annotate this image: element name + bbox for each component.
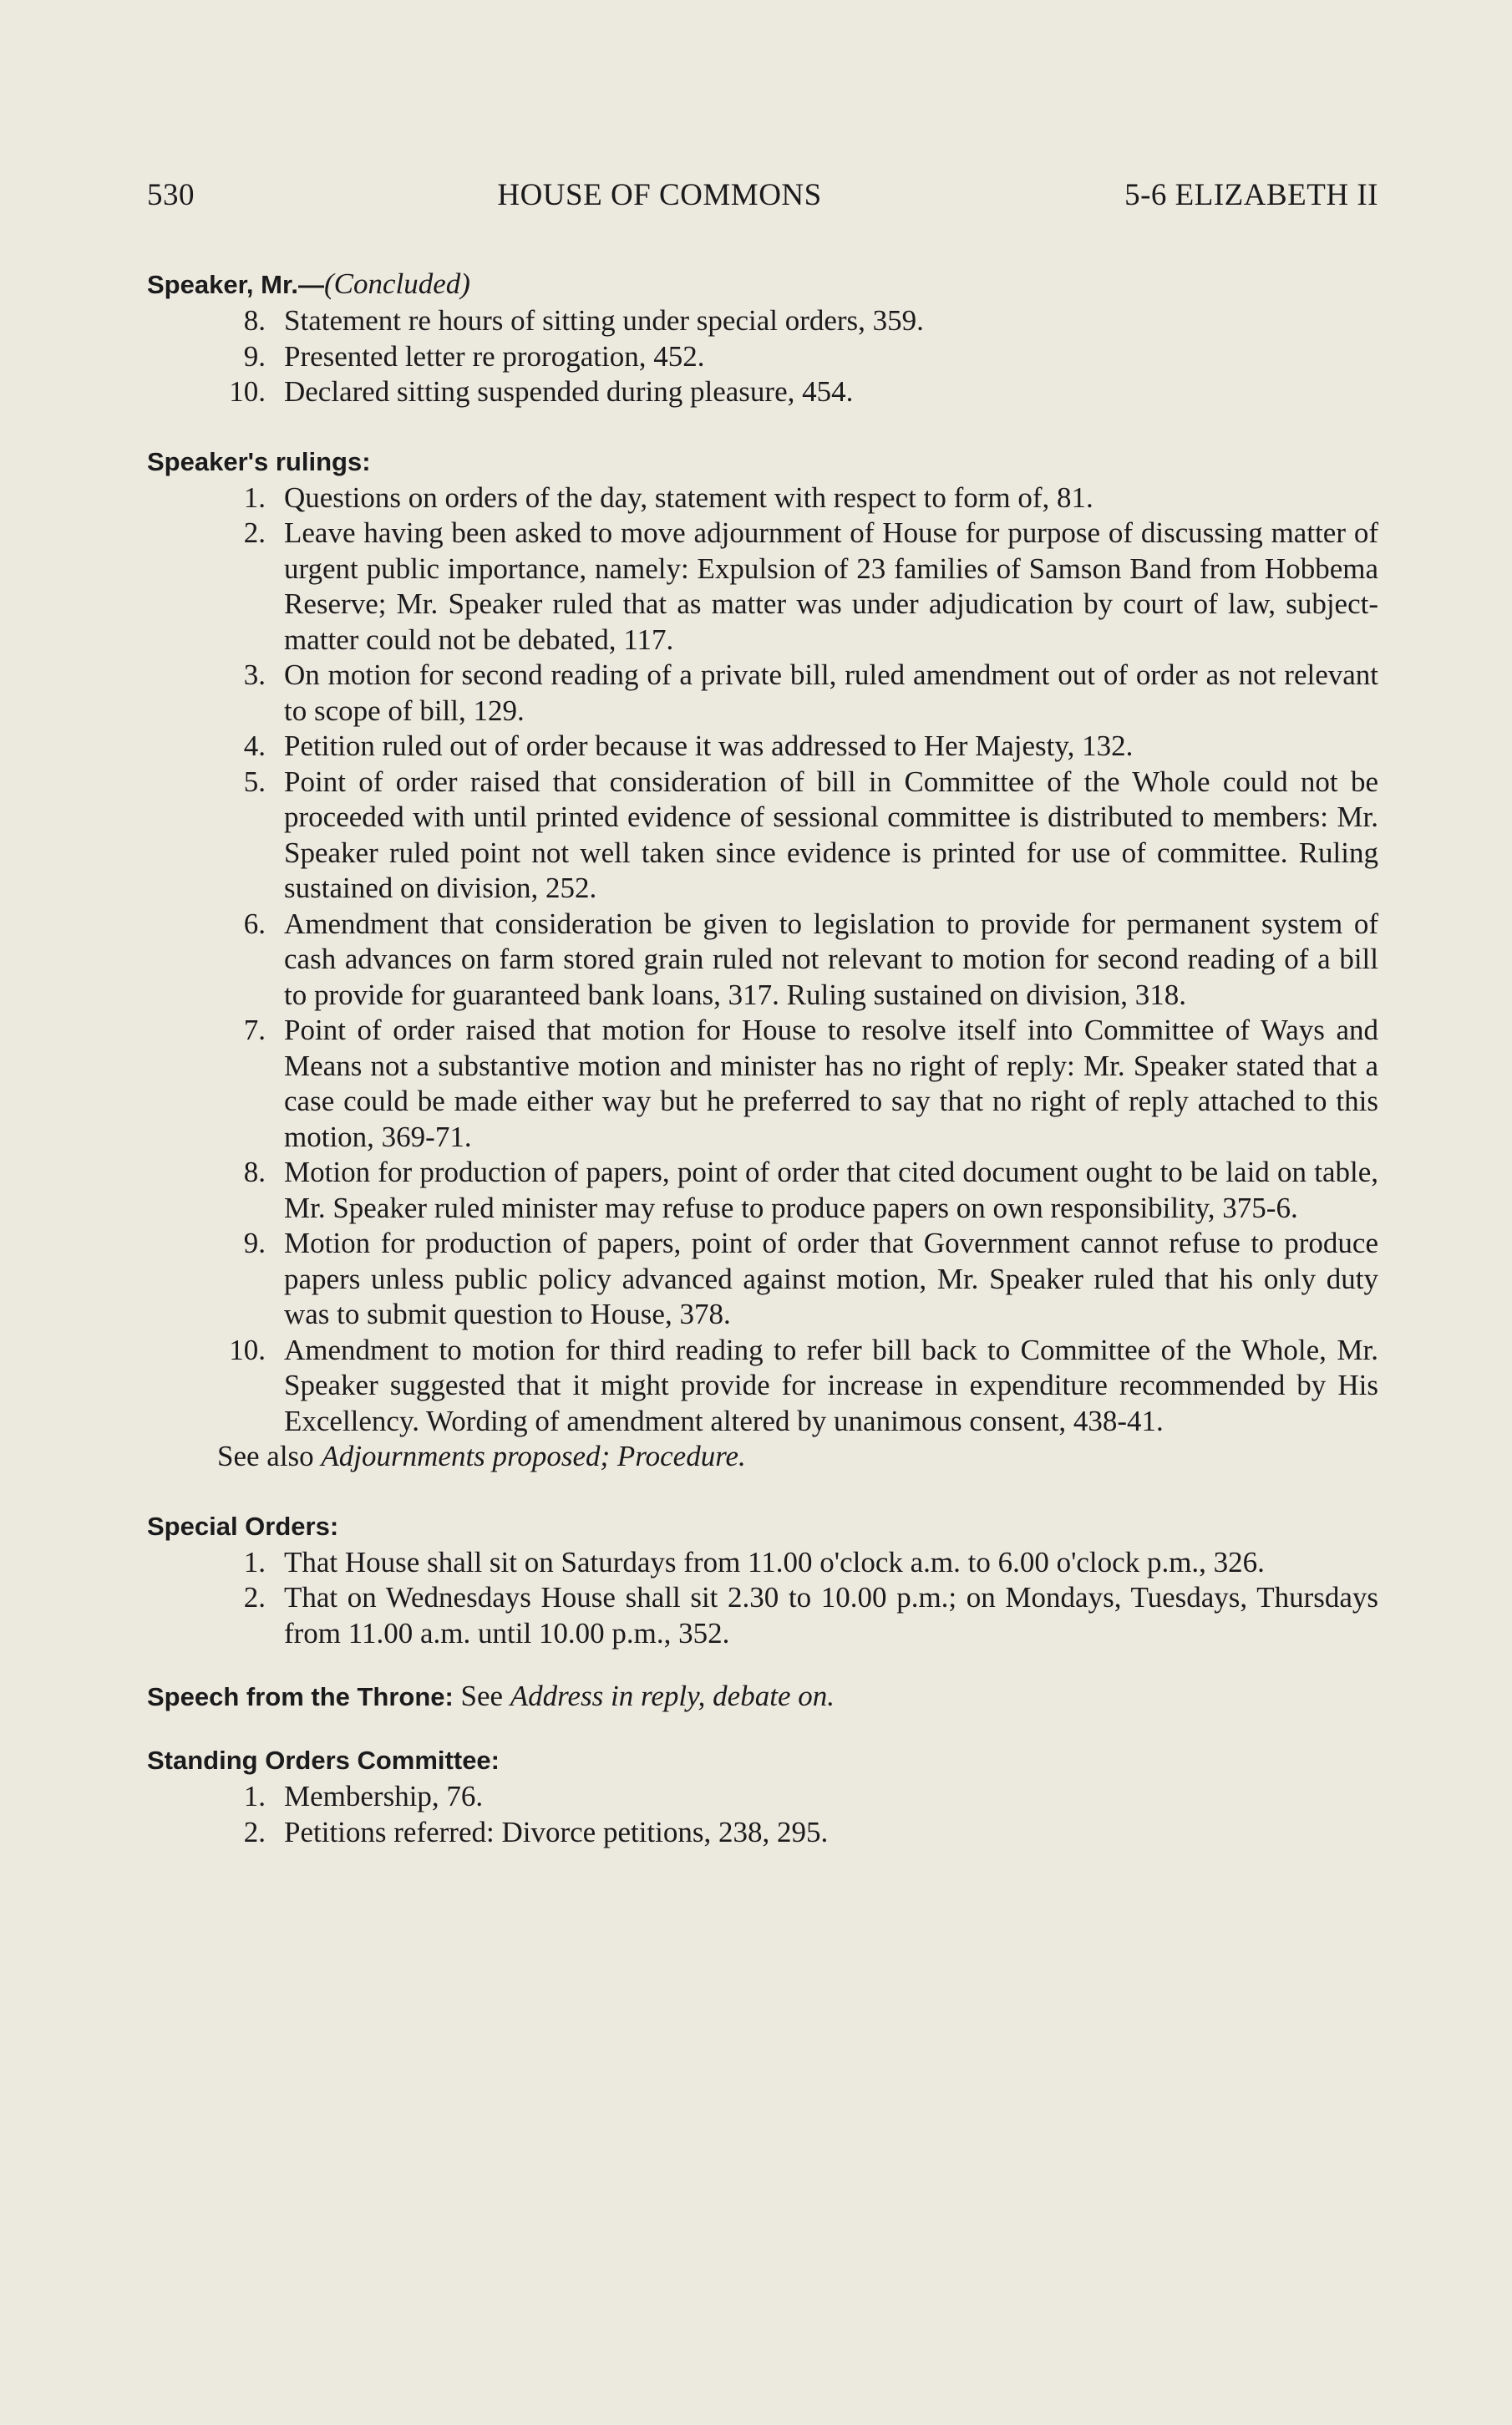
list-item: 4. Petition ruled out of order because it was addressed to Her Majesty, 132. bbox=[243, 730, 1134, 762]
list-item: 10. Declared sitting suspended during pleasure, 454. bbox=[229, 375, 854, 408]
list-item: 7. Point of order raised that motion for House to resolve itself into Committee of Ways and Means not a substantive motion and minister has no right of reply: Mr. Speaker stated that a case could be made either way but he preferred to say that no right of reply attached to this motion, 369-71. bbox=[243, 1014, 1378, 1153]
speaker-heading: Speaker, Mr.—(Concluded) bbox=[147, 267, 470, 300]
list-item: 9. Presented letter re prorogation, 452. bbox=[243, 339, 705, 373]
special-orders-entries bbox=[147, 1545, 1378, 1652]
speaker-entries bbox=[147, 303, 1378, 410]
regnal-year: 5-6 ELIZABETH II bbox=[1124, 178, 1378, 212]
list-item: 1. That House shall sit on Saturdays from 11.00 o'clock a.m. to 6.00 o'clock p.m., 326. bbox=[243, 1545, 1265, 1579]
list-item: 2. That on Wednesdays House shall sit 2.30 to 10.00 p.m.; on Mondays, Tuesdays, Thursdays from 11.00 a.m. until 10.00 p.m., 352. bbox=[243, 1581, 1378, 1650]
list-item: 10. Amendment to motion for third reading to refer bill back to Committee of the Whole, Mr. Speaker suggested that it might provide for increase in expenditure recommended by His Excellency. Wording of amendment altered by unanimous consent, 438-41. bbox=[229, 1333, 1378, 1437]
list-item: 3. On motion for second reading of a private bill, ruled amendment out of order as not relevant to scope of bill, 129. bbox=[243, 658, 1378, 727]
running-header bbox=[147, 177, 1378, 213]
special-orders-heading: Special Orders: bbox=[147, 1511, 339, 1541]
throne-speech-entry: Speech from the Throne: See Address in reply, debate on. bbox=[147, 1680, 835, 1712]
list-item: 5. Point of order raised that consideration of bill in Committee of the Whole could not be proceeded with until printed evidence of sessional committee is distributed to members: Mr. Speaker ruled point not well taken since evidence is printed for use of committee. Ruling sustained on division, 252. bbox=[243, 765, 1378, 904]
see-also-reference: See also Adjournments proposed; Procedure. bbox=[217, 1440, 746, 1472]
rulings-entries bbox=[147, 480, 1378, 1440]
list-item: 8. Motion for production of papers, point of order that cited document ought to be laid on table, Mr. Speaker ruled minister may refuse to produce papers on own responsibility, 375-6. bbox=[243, 1156, 1378, 1224]
page-number: 530 bbox=[147, 178, 195, 212]
list-item: 9. Motion for production of papers, point of order that Government cannot refuse to produce papers unless public policy advanced against motion, Mr. Speaker ruled that his only duty was to submit question to House, 378. bbox=[243, 1227, 1378, 1330]
list-item: 1. Questions on orders of the day, statement with respect to form of, 81. bbox=[243, 480, 1093, 514]
journal-title: HOUSE OF COMMONS bbox=[497, 178, 822, 212]
standing-orders-entries bbox=[147, 1779, 1378, 1850]
index-content bbox=[147, 266, 1378, 1850]
list-item: 6. Amendment that consideration be given to legislation to provide for permanent system of cash advances on farm stored grain ruled not relevant to motion for second reading of a bill to provide for guaranteed bank loans, 317. Ruling sustained on division, 318. bbox=[243, 907, 1378, 1011]
standing-orders-heading: Standing Orders Committee: bbox=[147, 1746, 500, 1775]
list-item: 8. Statement re hours of sitting under special orders, 359. bbox=[243, 304, 924, 337]
list-item: 1. Membership, 76. bbox=[243, 1780, 484, 1812]
rulings-heading: Speaker's rulings: bbox=[147, 446, 371, 476]
list-item: 2. Petitions referred: Divorce petitions, 238, 295. bbox=[243, 1815, 829, 1848]
concluded-note: (Concluded) bbox=[323, 267, 470, 300]
list-item: 2. Leave having been asked to move adjournment of House for purpose of discussing matter of urgent public importance, namely: Expulsion of 23 families of Samson Band from Hobbema Reserve; Mr. Speaker ruled that as matter was under adjudication by court of law, subject-matter could not be debated, 117. bbox=[243, 516, 1378, 656]
